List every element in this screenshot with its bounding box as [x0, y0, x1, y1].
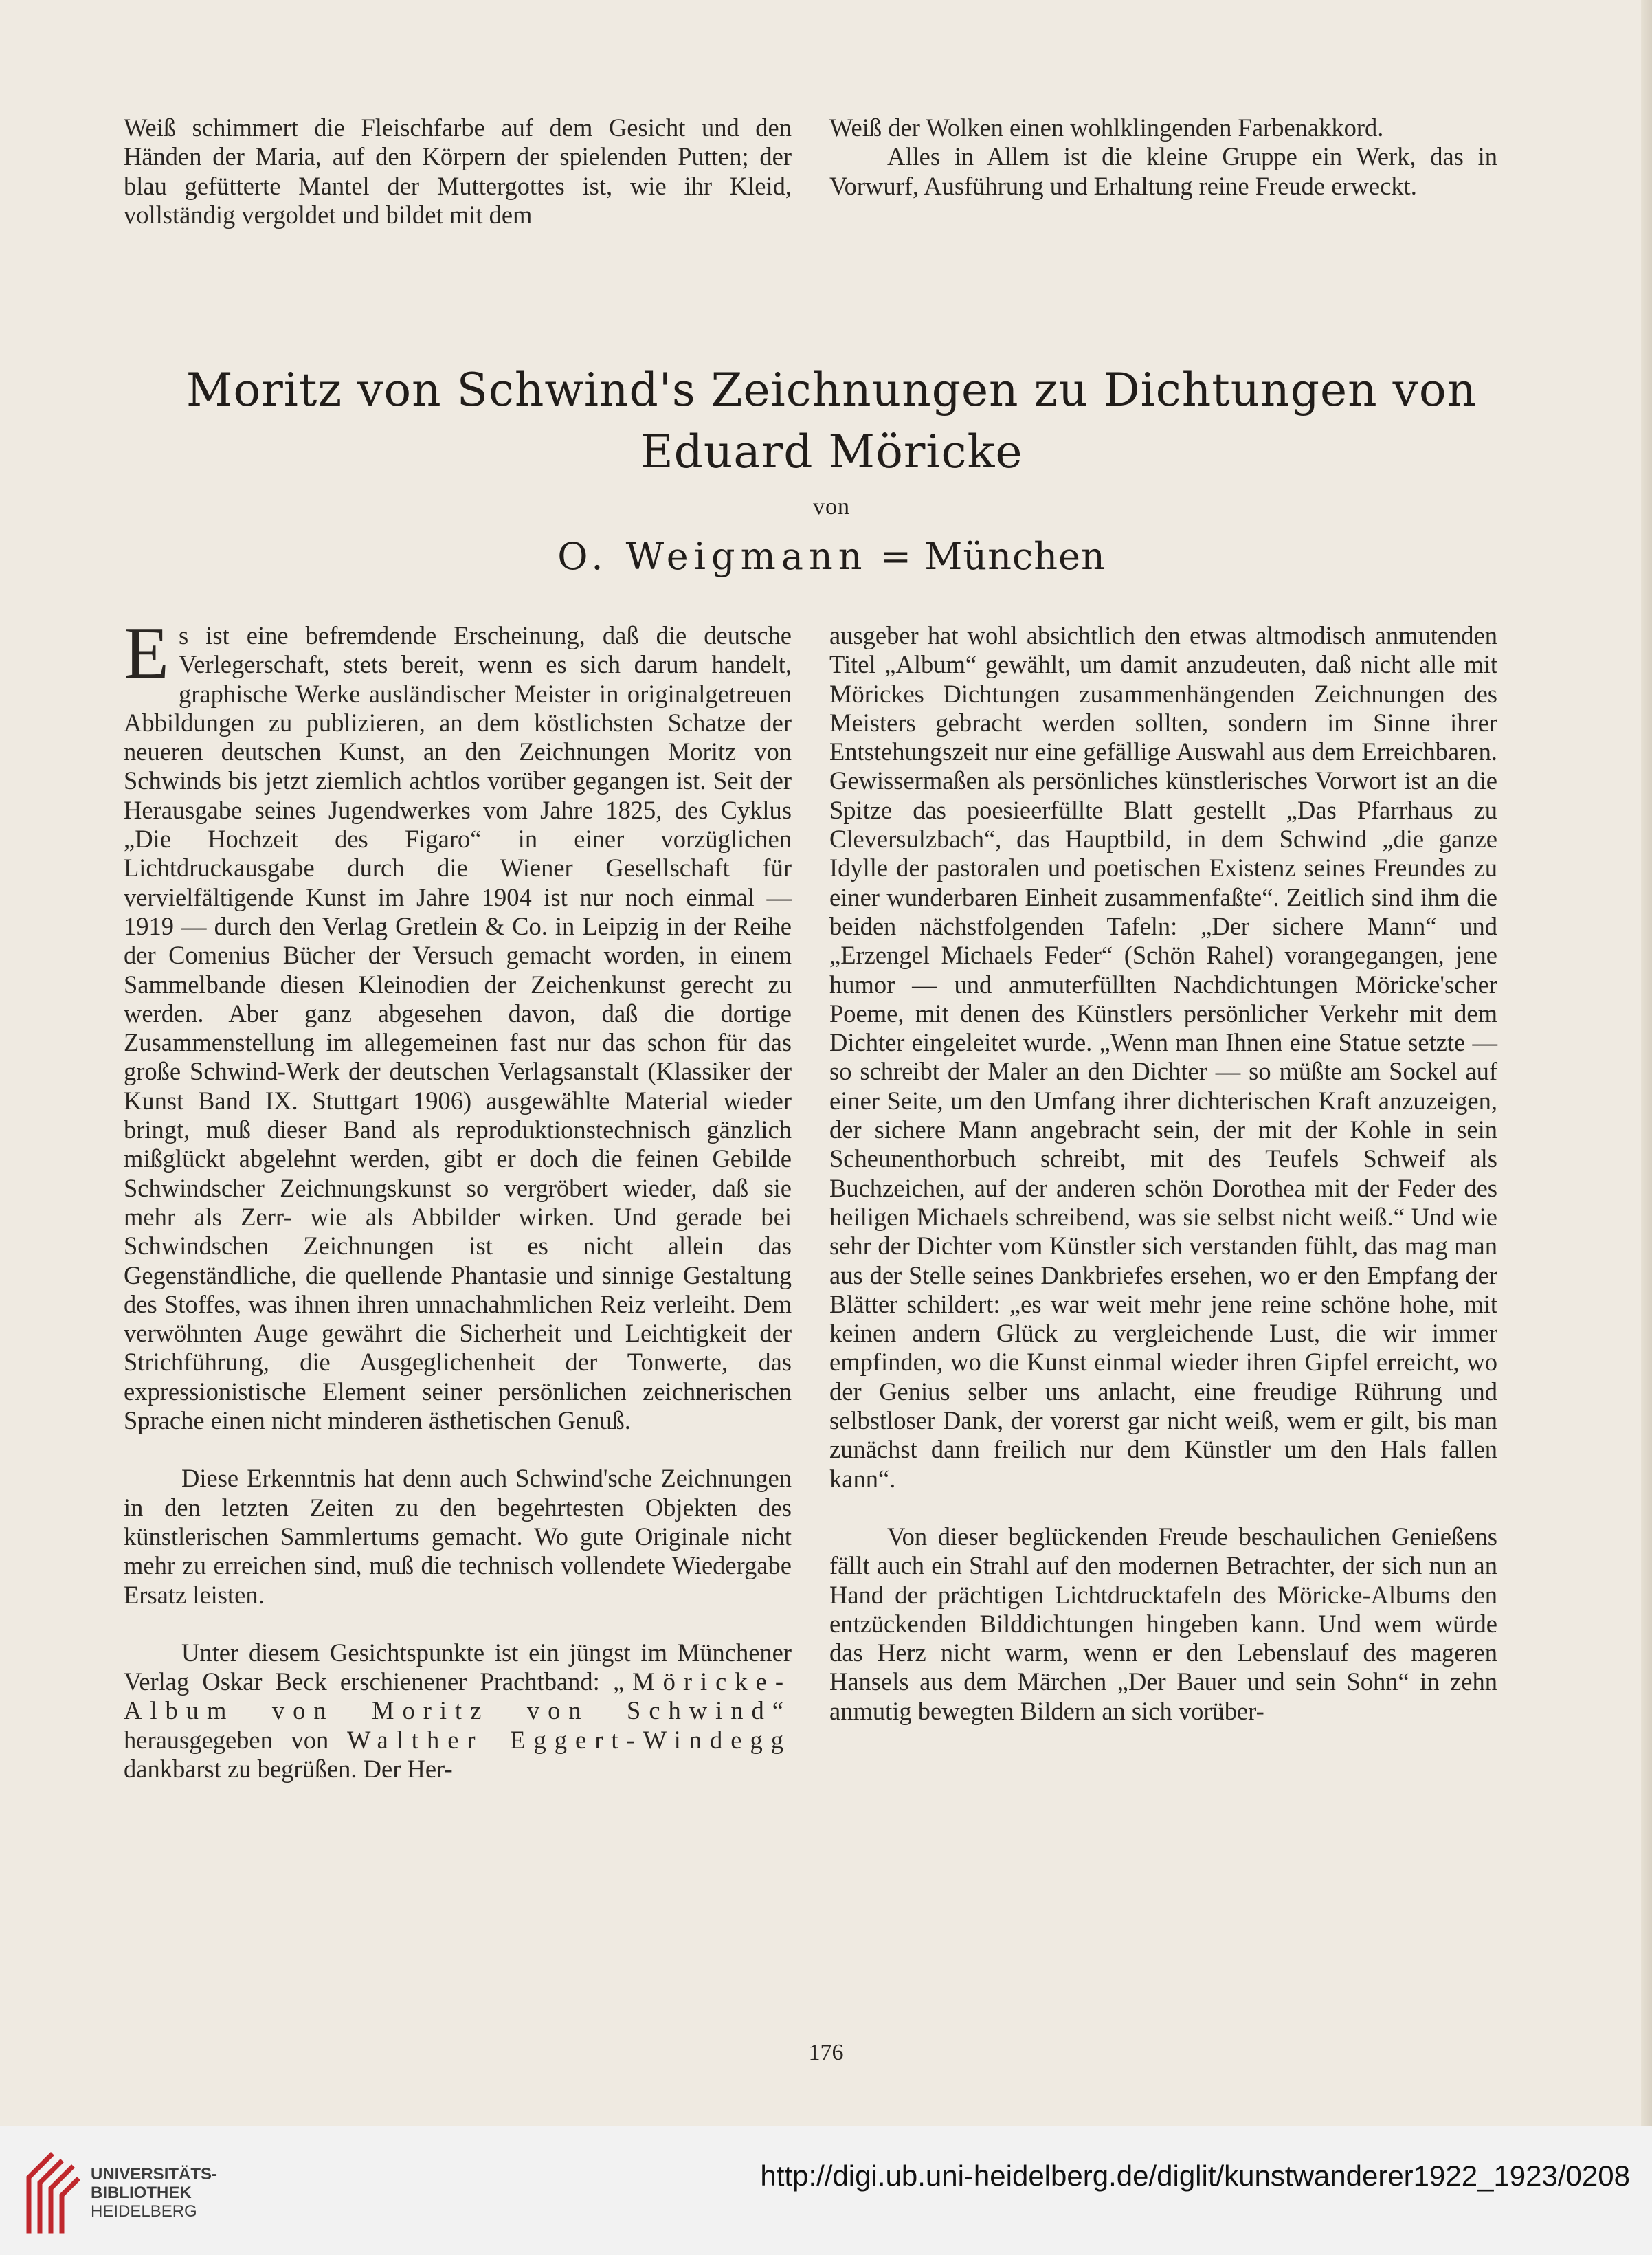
body-left-paragraph-2: Diese Erkenntnis hat denn auch Schwind'sche Zeichnungen in den letzten Zeiten zu den begehrtesten Objekten des künstlerischen Sammlertums gemacht. Wo gute Originale nicht mehr zu erreichen sind, muß die technisch vollendete Wiedergabe Ersatz leisten. — [124, 1464, 792, 1609]
source-url-link[interactable]: http://digi.ub.uni-heidelberg.de/diglit/kunstwanderer1922_1923/0208 — [760, 2159, 1630, 2192]
author-separator: = — [880, 535, 912, 578]
top-left-column — [124, 113, 792, 230]
body-left-paragraph-3-a: Unter diesem Gesichtspunkte ist ein jüngst im Münchener Verlag Oskar Beck erschienener Prachtband: — [124, 1638, 792, 1696]
top-right-column — [829, 113, 1497, 201]
body-right-column — [829, 621, 1497, 1726]
top-left-paragraph: Weiß schimmert die Fleischfarbe auf dem Gesicht und den Händen der Maria, auf den Körpern der spielenden Putten; der blau gefütterte Mantel der Muttergottes ist, wie ihr Kleid, vollständig vergoldet und bildet mit dem — [124, 113, 792, 229]
body-right-paragraph-2: Von dieser beglückenden Freude beschaulichen Genießens fällt auch ein Strahl auf den modernen Betrachter, der sich nun an Hand der prächtigen Lichtdrucktafeln des Möricke-Albums den entzückenden Bilddichtungen hingeben kann. Und wem würde das Herz nicht warm, wenn er den Lebenslauf des mageren Hansels aus dem Märchen „Der Bauer und sein Sohn“ in zehn anmutig bewegten Bildern an sich vorüber- — [829, 1522, 1497, 1725]
byline-von: von — [813, 494, 850, 520]
editor-name-spaced: Walther Eggert-Windegg — [346, 1725, 792, 1754]
body-left-paragraph-1 — [124, 612, 792, 1435]
article-title-line-2: Eduard Möricke — [640, 425, 1023, 478]
library-line-3: HEIDELBERG — [91, 2202, 197, 2221]
body-right-paragraph-1: ausgeber hat wohl absichtlich den etwas altmodisch anmutenden Titel „Album“ gewählt, um damit anzudeuten, daß nicht alle mit Mörickes Dichtungen zusammenhängenden Zeichnungen des Meisters gebracht werden sollten, sondern im Sinne ihrer Entstehungszeit nur eine gefällige Auswahl aus dem Erreichbaren. Gewissermaßen als persönliches künstlerisches Vorwort ist an die Spitze das poesieerfüllte Blatt gestellt „Das Pfarrhaus zu Cleversulzbach“, das Hauptbild, in dem Schwind „die ganze Idylle der pastoralen und poetischen Existenz seines Freundes zu einer wunderbaren Einheit zusammenfaßte“. Zeitlich sind ihm die beiden nächstfolgenden Tafeln: „Der sichere Mann“ und „Erzengel Michaels Feder“ (Schön Rahel) vorangegangen, jene humor — und anmuterfüllten Nachdichtungen Möricke'scher Poeme, mit denen des Künstlers persönlicher Verkehr mit dem Dichter eingeleitet wurde. „Wenn man Ihnen eine Statue setzte — so schreibt der Maler an den Dichter — so müßte am Sockel auf einer Seite, um den Umfang ihrer dichterischen Kraft anzuzeigen, der sichere Mann angebracht sein, der mit der Kohle in sein Scheunenthorbuch schreibt, mit des Teufels Schweif als Buchzeichen, auf der anderen schön Dorothea mit der Feder des heiligen Michaels schreibend, was sie selbst nicht weiß.“ Und wie sehr der Dichter vom Künstler sich verstanden fühlt, das mag man aus der Stelle seines Dankbriefes ersehen, wo er den Empfang der Blätter schildert: „es war weit mehr jene reine schöne hohe, mit keinen andern Glück zu vergleichende Lust, die wir immer empfinden, wo die Kunst einmal wieder ihren Gipfel erreicht, wo der Genius selber uns anlacht, eine freudige Rührung und selbstloser Dank, der vorerst gar nicht weiß, wem er gilt, bis man zunächst dann freilich nur dem Künstler um den Hals fallen kann“. — [829, 621, 1497, 1493]
article-title-line-1: Moritz von Schwind's Zeichnungen zu Dichtungen von — [186, 364, 1477, 416]
library-name — [91, 2165, 217, 2221]
author-byline — [82, 533, 1581, 581]
library-footer — [0, 2126, 1652, 2255]
ub-heidelberg-logo-icon — [19, 2147, 81, 2235]
body-left-column — [124, 612, 792, 1784]
body-left-paragraph-1-text: s ist eine befremdende Erscheinung, daß die deutsche Verlegerschaft, stets bereit, wenn es sich darum handelt, graphische Werke ausländischer Meister in originalgetreuen Abbildungen zu publizieren, an dem köstlichsten Schatze der neueren deutschen Kunst, an den Zeichnungen Moritz von Schwinds bis jetzt ziemlich achtlos vorüber gegangen ist. Seit der Herausgabe seines Jugendwerkes vom Jahre 1825, des Cyklus „Die Hochzeit des Figaro“ in einer vorzüglichen Lichtdruckausgabe durch die Wiener Gesellschaft für vervielfältigende Kunst im Jahre 1904 ist nur noch einmal — 1919 — durch den Verlag Gretlein & Co. in Leipzig in der Reihe der Comenius Bücher der Versuch gemacht worden, in einem Sammelbande diesen Kleinodien der Zeichenkunst gerecht zu werden. Aber ganz abgesehen davon, daß die dortige Zusammenstellung im allegemeinen fast nur das schon für das große Schwind-Werk der deutschen Verlagsanstalt (Klassiker der Kunst Band IX. Stuttgart 1906) ausgewählte Material wieder bringt, muß dieser Band als reproduktionstechnisch gänzlich mißglückt abgelehnt werden, gibt er doch die feinen Gebilde Schwindscher Zeichnungskunst so vergröbert wieder, daß sie mehr als Zerr- wie als Abbilder wirken. Und gerade bei Schwindschen Zeichnungen ist es nicht allein das Gegenständliche, die quellende Phantasie und sinnige Gestaltung des Stoffes, was ihnen ihren unnachahmlichen Reiz verleiht. Dem verwöhnten Auge gewährt die Sicherheit und Leichtigkeit der Strichführung, die Ausgeglichenheit der Tonwerte, das expressionistische Element seiner persönlichen zeichnerischen Sprache einen nicht minderen ästhetischen Genuß. — [124, 621, 792, 1435]
body-left-paragraph-3 — [124, 1639, 792, 1784]
page-edge — [1641, 0, 1652, 2255]
top-right-paragraph-2: Alles in Allem ist die kleine Gruppe ein Werk, das in Vorwurf, Ausführung und Erhaltung reine Freude erweckt. — [829, 142, 1497, 200]
library-line-2: BIBLIOTHEK — [91, 2184, 192, 2202]
author-city: München — [924, 535, 1106, 578]
author-name: O. Weigmann — [557, 535, 868, 578]
top-right-paragraph-1: Weiß der Wolken einen wohlklingenden Farbenakkord. — [829, 113, 1384, 142]
body-left-paragraph-3-b: herausgegeben von — [124, 1725, 347, 1754]
drop-cap: E — [124, 612, 169, 694]
page-number: 176 — [808, 2040, 844, 2065]
library-line-1: UNIVERSITÄTS- — [91, 2165, 218, 2184]
book-title-spaced: „Möricke-Album von Moritz von Schwind“ — [124, 1667, 792, 1725]
body-left-paragraph-3-c: dankbarst zu begrüßen. Der Her- — [124, 1754, 453, 1783]
